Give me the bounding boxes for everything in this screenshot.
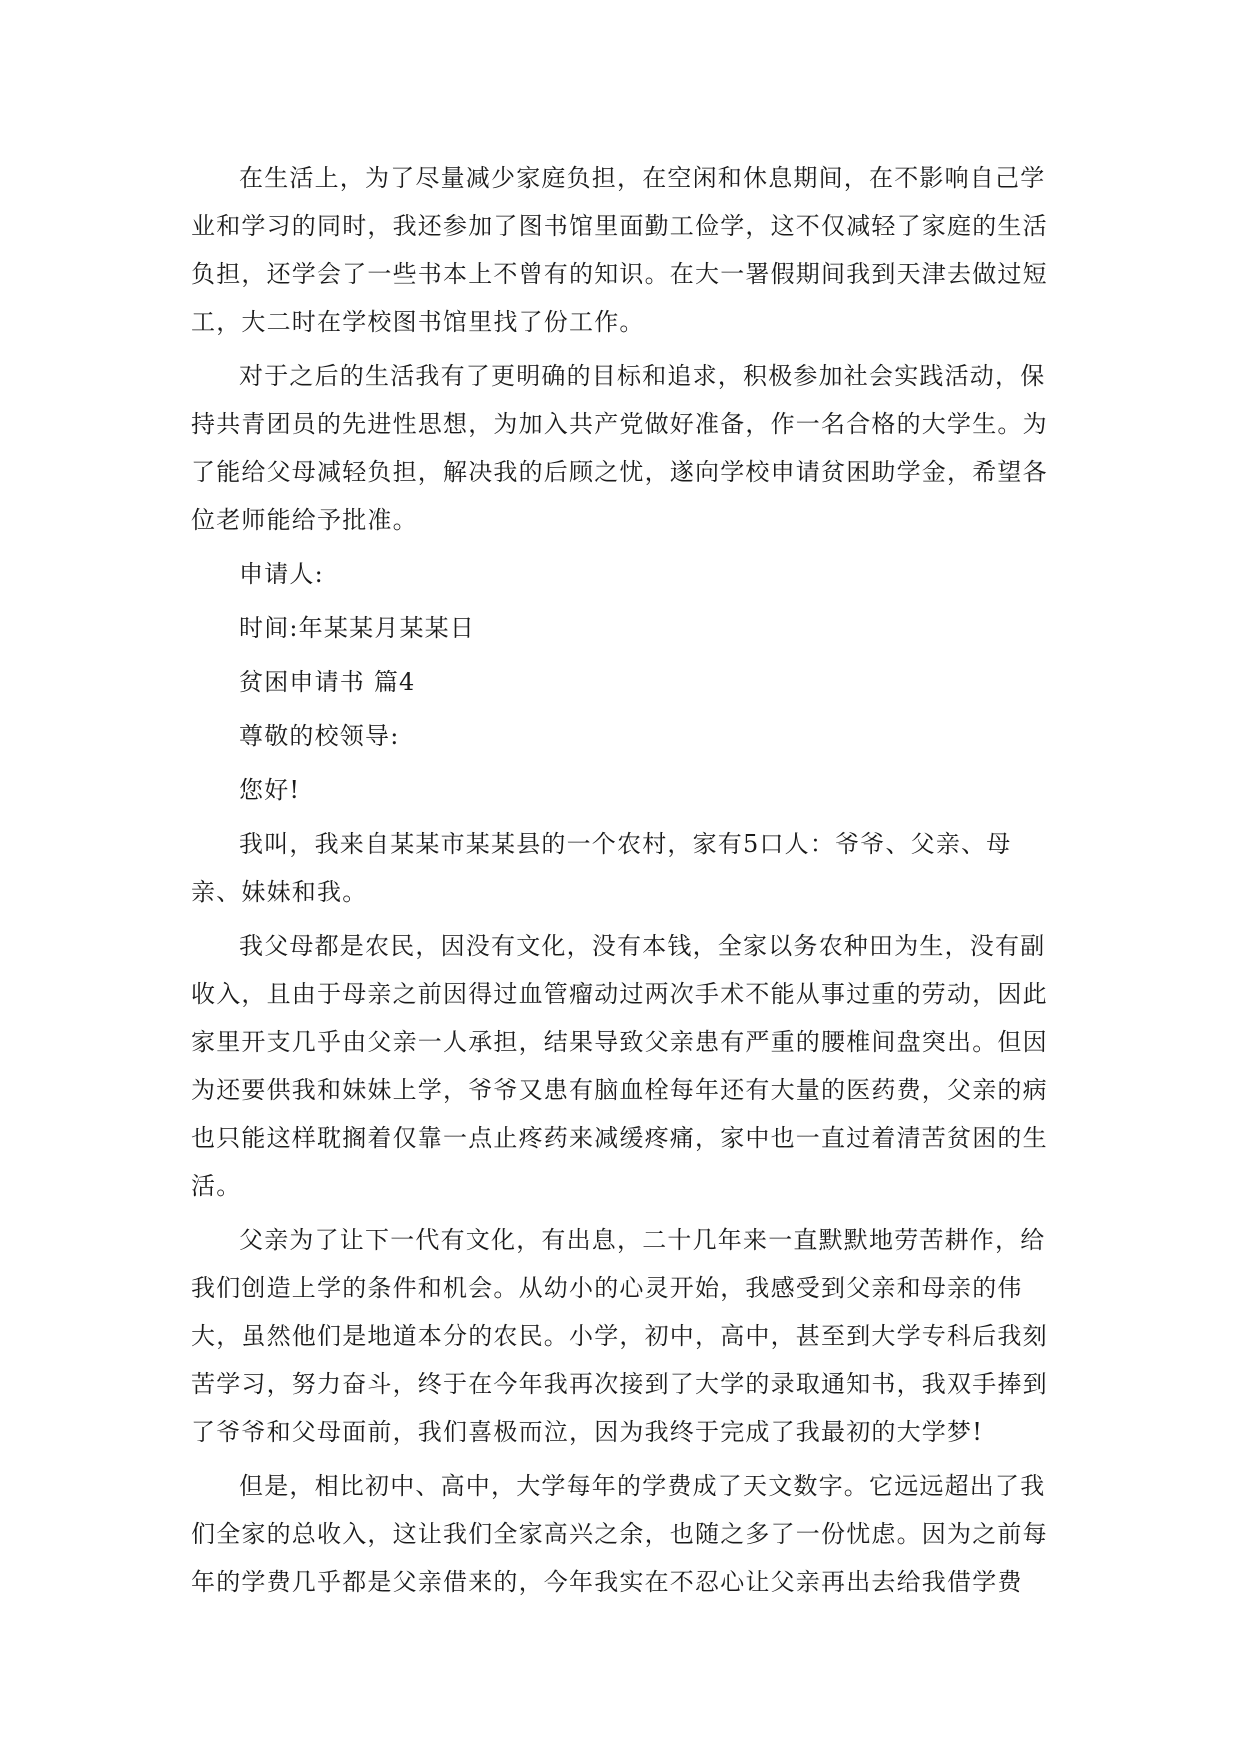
text-line: 为还要供我和妹妹上学，爷爷又患有脑血栓每年还有大量的医药费，父亲的病 <box>191 1076 1048 1104</box>
text-line: 也只能这样耽搁着仅靠一点止疼药来减缓疼痛，家中也一直过着清苦贫困的生 <box>191 1124 1048 1152</box>
text-line: 您好! <box>239 776 301 804</box>
text-line: 尊敬的校领导: <box>239 722 400 750</box>
text-line: 对于之后的生活我有了更明确的目标和追求，积极参加社会实践活动，保 <box>239 362 1046 390</box>
text-line: 我叫，我来自某某市某某县的一个农村，家有5口人：爷爷、父亲、母 <box>239 830 1012 858</box>
text-line: 了能给父母减轻负担，解决我的后顾之忧，遂向学校申请贫困助学金，希望各 <box>191 458 1048 486</box>
text-line: 工，大二时在学校图书馆里找了份工作。 <box>191 308 645 336</box>
text-line: 亲、妹妹和我。 <box>191 878 368 906</box>
text-line: 们全家的总收入，这让我们全家高兴之余，也随之多了一份忧虑。因为之前每 <box>191 1520 1048 1548</box>
text-line: 时间:年某某月某某日 <box>239 614 476 642</box>
text-line: 苦学习，努力奋斗，终于在今年我再次接到了大学的录取通知书，我双手捧到 <box>191 1370 1048 1398</box>
text-line: 持共青团员的先进性思想，为加入共产党做好准备，作一名合格的大学生。为 <box>191 410 1048 438</box>
text-line: 我父母都是农民，因没有文化，没有本钱，全家以务农种田为生，没有副 <box>239 932 1046 960</box>
document-body <box>191 154 1051 1606</box>
text-line: 位老师能给予批准。 <box>191 506 418 534</box>
text-line: 在生活上，为了尽量减少家庭负担，在空闲和休息期间，在不影响自己学 <box>239 164 1046 192</box>
text-line: 申请人: <box>239 560 324 588</box>
text-line: 了爷爷和父母面前，我们喜极而泣，因为我终于完成了我最初的大学梦! <box>191 1418 984 1446</box>
text-line: 业和学习的同时，我还参加了图书馆里面勤工俭学，这不仅减轻了家庭的生活 <box>191 212 1048 240</box>
text-line: 负担，还学会了一些书本上不曾有的知识。在大一署假期间我到天津去做过短 <box>191 260 1048 288</box>
text-line: 年的学费几乎都是父亲借来的，今年我实在不忍心让父亲再出去给我借学费 <box>191 1568 1023 1596</box>
text-line: 收入，且由于母亲之前因得过血管瘤动过两次手术不能从事过重的劳动，因此 <box>191 980 1048 1008</box>
text-line: 家里开支几乎由父亲一人承担，结果导致父亲患有严重的腰椎间盘突出。但因 <box>191 1028 1048 1056</box>
text-line: 但是，相比初中、高中，大学每年的学费成了天文数字。它远远超出了我 <box>239 1472 1046 1500</box>
text-line: 我们创造上学的条件和机会。从幼小的心灵开始，我感受到父亲和母亲的伟 <box>191 1274 1023 1302</box>
text-line: 大，虽然他们是地道本分的农民。小学，初中，高中，甚至到大学专科后我刻 <box>191 1322 1048 1350</box>
text-line: 活。 <box>191 1172 242 1200</box>
text-line: 父亲为了让下一代有文化，有出息，二十几年来一直默默地劳苦耕作，给 <box>239 1226 1046 1254</box>
text-line: 贫困申请书 篇4 <box>239 668 416 696</box>
